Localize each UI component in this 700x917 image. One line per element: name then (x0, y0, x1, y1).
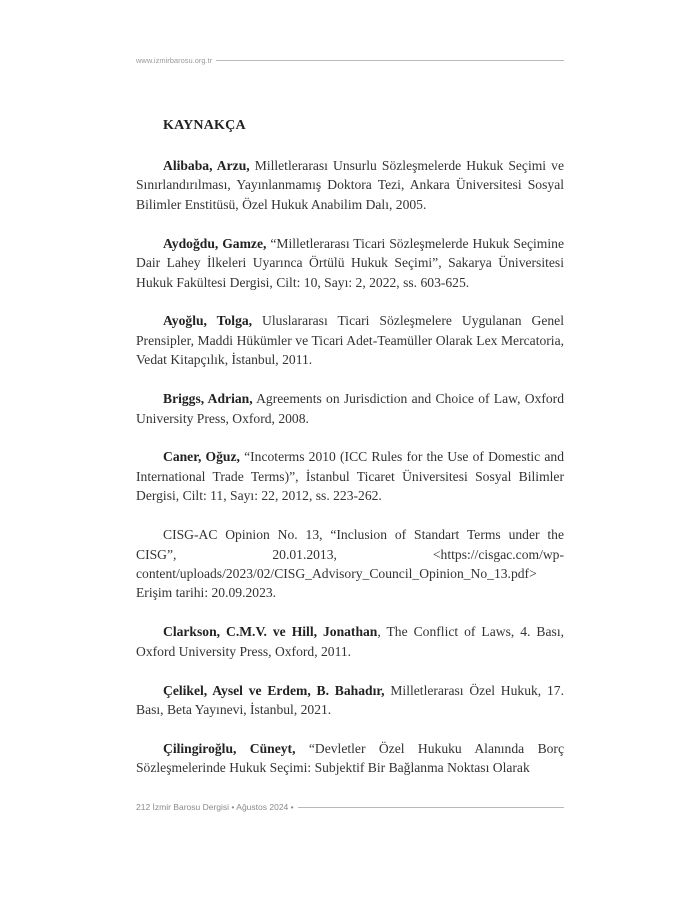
entry-author: Aydoğdu, Gamze, (163, 235, 267, 251)
page-footer (136, 801, 564, 813)
entry-author: Alibaba, Arzu, (163, 158, 250, 173)
bibliography-entry (136, 447, 564, 505)
footer-rule (298, 807, 564, 808)
bibliography (136, 118, 564, 797)
entry-text: Agreements on Jurisdiction and Choice of Law, Oxford University Press, Oxford, 2008. (136, 391, 564, 426)
section-title: KAYNAKÇA (163, 118, 246, 133)
entry-text: “Milletlerarası Ticari Sözleşmelerde Hukuk Seçimine Dair Lahey İlkeleri Uyarınca Örtülü Hukuk Seçimi”, Sakarya Üniversitesi Hukuk Fakültesi Dergisi, Cilt: 10, Sayı: 2, 2022, ss. 603-625. (136, 235, 564, 290)
entry-author: Briggs, Adrian, (163, 391, 253, 407)
entry-author: Çilingiroğlu, Cüneyt, (163, 740, 296, 756)
entry-author: Caner, Oğuz, (163, 449, 240, 465)
entry-text: , The Conflict of Laws, 4. Bası, Oxford University Press, Oxford, 2011. (136, 624, 564, 659)
entry-author: Çelikel, Aysel ve Erdem, B. Bahadır, (163, 682, 385, 698)
bibliography-entry (136, 681, 564, 720)
header-url: www.izmirbarosu.org.tr (136, 55, 213, 65)
entry-text: “Devletler Özel Hukuku Alanında Borç Sözleşmelerinde Hukuk Seçimi: Subjektif Bir Bağlanma Noktası Olarak (136, 740, 564, 776)
entry-text: CISG-AC Opinion No. 13, “Inclusion of Standart Terms under the CISG”, 20.01.2013, <https://cisgac.com/wp-content/uploads/2023/02/CISG_Advisory_Council_Opinion_No_13.pdf> Erişim tarihi: 20.09.2023. (136, 527, 564, 601)
entry-text: “Incoterms 2010 (ICC Rules for the Use of Domestic and International Trade Terms)”, İstanbul Ticaret Üniversitesi Sosyal Bilimler Dergisi, Cilt: 11, Sayı: 22, 2012, ss. 223-262. (136, 449, 564, 504)
bibliography-entry (136, 389, 564, 428)
entry-text: Uluslararası Ticari Sözleşmelere Uygulanan Genel Prensipler, Maddi Hükümler ve Ticari Adet-Teamüller Olarak Lex Mercatoria, Vedat Kitapçılık, İstanbul, 2011. (136, 313, 564, 368)
entry-author: Ayoğlu, Tolga, (163, 313, 253, 329)
header-rule (216, 60, 564, 61)
bibliography-entry (136, 622, 564, 661)
entry-author: Clarkson, C.M.V. ve Hill, Jonathan (163, 624, 378, 640)
bibliography-entry (136, 156, 564, 214)
footer-text: 212 İzmir Barosu Dergisi • Ağustos 2024 • (136, 802, 294, 812)
bibliography-entry (136, 234, 564, 292)
page-header (136, 54, 564, 66)
bibliography-entry (136, 739, 564, 778)
entry-text: Milletlerarası Özel Hukuk, 17. Bası, Beta Yayınevi, İstanbul, 2021. (136, 682, 564, 718)
bibliography-entry (136, 525, 564, 603)
entry-text: Milletlerarası Unsurlu Sözleşmelerde Hukuk Seçimi ve Sınırlandırılması, Yayınlanmamış Doktora Tezi, Ankara Üniversitesi Sosyal Bilimler Enstitüsü, Özel Hukuk Anabilim Dalı, 2005. (136, 158, 564, 212)
bibliography-entry (136, 311, 564, 369)
